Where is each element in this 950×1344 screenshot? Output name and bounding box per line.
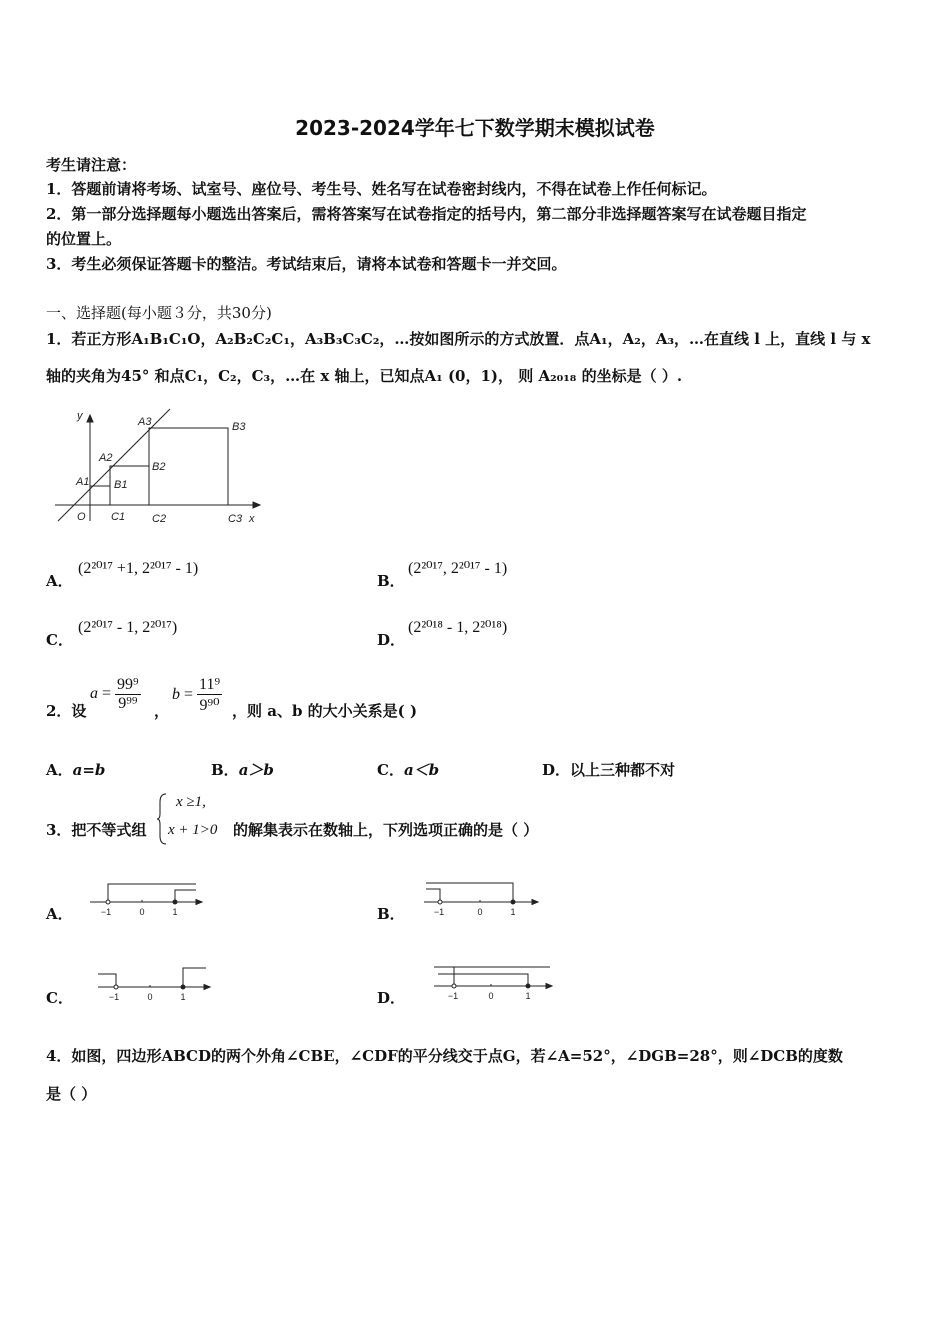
q2-option-c-text: a＜b [403,761,440,779]
q2-suffix: ，则 a、b 的大小关系是( ) [232,702,418,720]
q1-option-a-letter[interactable]: A． [46,572,73,590]
q1-option-c[interactable]: (2²⁰¹⁷ - 1, 2²⁰¹⁷) [78,619,178,636]
q4-line1: 4．如图，四边形ABCD的两个外角∠CBE，∠CDF的平分线交于点G，若∠A=52°，∠DGB=28°，则∠DCB的度数 [46,1047,843,1065]
label-a3: A3 [138,416,152,428]
tick-1: 1 [180,992,186,1002]
page-title: 2023-2024学年七下数学期末模拟试卷 [295,116,655,140]
tick-0: 0 [139,907,145,917]
q1-option-d-letter[interactable]: D． [377,631,406,649]
label-c1: C1 [111,511,126,523]
q2-expr-a: a = $\frac{\text{99⁹}}{\text{9⁹⁹}}$ [90,676,139,712]
tick-1: 1 [525,991,531,1001]
label-a2: A2 [99,452,113,464]
q3-option-c-numberline[interactable] [94,962,218,1004]
q2-option-d-text: 以上三种都不对 [570,761,676,779]
q1-line2: 轴的夹角为45° 和点C₁，C₂，C₃，…在 x 轴上，已知点A₁ (0，1)， 则 A₂₀₁₈ 的坐标是（ ）. [46,367,683,385]
q3-option-d-letter[interactable]: D． [377,989,406,1007]
q2-option-b-text: a＞b [238,761,274,779]
section-heading: 一、选择题(每小题３分，共30分) [46,304,272,322]
label-c3: C3 [228,513,243,525]
label-a1: A1 [76,476,90,488]
q2-a-num: 99⁹ [117,676,139,693]
label-b3: B3 [232,421,246,433]
tick-0: 0 [477,907,483,917]
label-b1: B1 [114,479,128,491]
q1-option-a[interactable]: (2²⁰¹⁷ +1, 2²⁰¹⁷ - 1) [78,560,199,577]
q1-figure [50,403,270,533]
q2-b-num: 11⁹ [199,676,221,693]
q3-option-b-numberline[interactable] [420,878,544,920]
label-b2: B2 [152,461,166,473]
q3-suffix: 的解集表示在数轴上，下列选项正确的是（ ） [233,821,539,839]
square-1 [90,486,110,505]
q3-option-c-letter[interactable]: C． [46,989,73,1007]
q2-option-a-letter: A． [46,761,73,779]
notice-item-1: 1．答题前请将考场、试室号、座位号、考生号、姓名写在试卷密封线内，不得在试卷上作任何标记。 [46,180,717,198]
tick-0: 0 [147,992,153,1002]
q2-option-c-letter: C． [377,761,404,779]
q2-prefix: 2．设 [46,702,87,720]
x-axis-arrow [253,502,260,508]
q1-option-c-letter[interactable]: C． [46,631,73,649]
q1-line1: 1．若正方形A₁B₁C₁O，A₂B₂C₂C₁，A₃B₃C₃C₂，…按如图所示的方式放置．点A₁，A₂，A₃，…在直线 l 上，直线 l 与 x [46,330,871,348]
tick-minus1: −1 [100,907,112,917]
q2-b-den: 9⁹⁰ [199,697,220,714]
notice-heading: 考生请注意： [46,156,137,174]
q2-option-d[interactable] [542,759,675,780]
notice-item-2: 2．第一部分选择题每小题选出答案后，需将答案写在试卷指定的括号内，第二部分非选择题答案写在试卷题目指定 [46,205,807,223]
label-y: y [77,410,83,422]
tick-1: 1 [510,907,516,917]
q2-a-den: 9⁹⁹ [118,695,138,712]
label-x: x [249,513,255,525]
tick-0: 0 [488,991,494,1001]
q2-option-d-letter: D． [542,761,571,779]
q3-prefix: 3．把不等式组 [46,821,147,839]
tick-minus1: −1 [447,991,459,1001]
q3-ineq-2: x + 1>0 [168,822,218,838]
q1-option-b-letter[interactable]: B． [377,572,405,590]
q2-option-a-text: a=b [72,761,106,779]
q2-option-a[interactable] [46,759,105,780]
q2-option-c[interactable] [377,759,439,780]
notice-item-3: 3．考生必须保证答题卡的整洁。考试结束后，请将本试卷和答题卡一并交回。 [46,255,567,273]
label-c2: C2 [152,513,167,525]
y-axis-arrow [87,415,93,422]
tick-minus1: −1 [433,907,445,917]
tick-minus1: −1 [108,992,120,1002]
q3-option-d-numberline[interactable] [428,960,558,1004]
q2-expr-b: b = $\frac{\text{11⁹}}{\text{9⁹⁰}}$ [172,676,221,714]
q3-option-a-letter[interactable]: A． [46,905,73,923]
q3-brace [156,792,168,846]
q3-option-a-numberline[interactable] [88,880,208,920]
q1-option-d[interactable]: (2²⁰¹⁸ - 1, 2²⁰¹⁸) [408,619,508,636]
q3-option-b-letter[interactable]: B． [377,905,405,923]
label-o: O [77,511,86,523]
q2-comma: ， [154,702,170,720]
q4-line2: 是（ ） [46,1085,97,1103]
notice-item-2-cont: 的位置上。 [46,230,122,248]
tick-1: 1 [172,907,178,917]
q3-ineq-1: x ≥1, [176,794,206,810]
q2-option-b-letter: B． [211,761,239,779]
q2-option-b[interactable] [211,759,274,780]
q1-option-b[interactable]: (2²⁰¹⁷, 2²⁰¹⁷ - 1) [408,560,508,577]
